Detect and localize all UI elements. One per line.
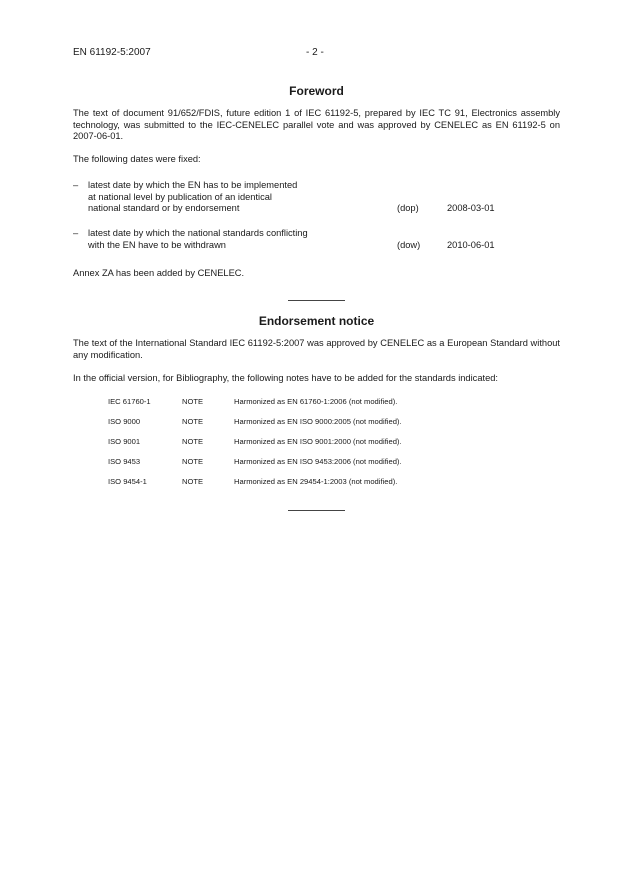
note-text: Harmonized as EN 29454-1:2003 (not modified). xyxy=(234,477,398,486)
note-keyword: NOTE xyxy=(182,417,204,426)
document-id: EN 61192-5:2007 xyxy=(73,47,151,58)
page-number: - 2 - xyxy=(306,47,324,58)
note-text: Harmonized as EN 61760-1:2006 (not modified). xyxy=(234,397,398,406)
note-keyword: NOTE xyxy=(182,477,204,486)
date-item-dop xyxy=(73,180,560,216)
note-keyword: NOTE xyxy=(182,437,204,446)
date-item-line: latest date by which the EN has to be implemented xyxy=(88,180,298,190)
note-standard: ISO 9453 xyxy=(108,457,141,466)
list-dash: – xyxy=(73,180,79,190)
bibliography-intro: In the official version, for Bibliography, the following notes have to be added for the standards indicated: xyxy=(73,373,498,383)
note-row xyxy=(108,477,508,497)
note-row xyxy=(108,417,508,437)
note-standard: ISO 9000 xyxy=(108,417,141,426)
list-dash: – xyxy=(73,228,79,238)
annex-note: Annex ZA has been added by CENELEC. xyxy=(73,268,245,278)
date-abbr: (dow) xyxy=(397,239,421,250)
note-row xyxy=(108,397,508,417)
endorsement-title: Endorsement notice xyxy=(258,314,375,328)
note-row xyxy=(108,437,508,457)
date-item-line: at national level by publication of an identical xyxy=(88,191,272,202)
date-item-dow xyxy=(73,228,560,252)
date-abbr: (dop) xyxy=(397,203,419,213)
note-standard: ISO 9001 xyxy=(108,437,141,446)
foreword-intro: The text of document 91/652/FDIS, future edition 1 of IEC 61192-5, prepared by IEC TC 91, Electronics assembly technology, was submitted to the IEC-CENELEC parallel vote and was approved by CENELEC as EN 61192-5 on 2007-06-01. xyxy=(73,108,560,141)
bibliography-notes xyxy=(108,397,508,497)
note-keyword: NOTE xyxy=(182,457,204,466)
section-divider xyxy=(288,510,345,511)
date-item-line: latest date by which the national standards conflicting xyxy=(88,228,308,238)
section-divider xyxy=(288,300,345,301)
note-row xyxy=(108,457,508,477)
endorsement-text: The text of the International Standard IEC 61192-5:2007 was approved by CENELEC as a European Standard without any modification. xyxy=(73,338,560,360)
note-text: Harmonized as EN ISO 9001:2000 (not modified). xyxy=(234,437,402,446)
note-keyword: NOTE xyxy=(182,397,204,406)
date-value: 2010-06-01 xyxy=(447,239,495,250)
note-text: Harmonized as EN ISO 9000:2005 (not modified). xyxy=(234,417,402,426)
note-standard: ISO 9454-1 xyxy=(108,477,147,486)
foreword-title: Foreword xyxy=(289,84,344,98)
dates-intro: The following dates were fixed: xyxy=(73,154,201,164)
date-item-line: with the EN have to be withdrawn xyxy=(88,239,226,250)
note-text: Harmonized as EN ISO 9453:2006 (not modified). xyxy=(234,457,402,466)
date-item-line: national standard or by endorsement xyxy=(88,203,240,213)
date-value: 2008-03-01 xyxy=(447,203,495,213)
note-standard: IEC 61760-1 xyxy=(108,397,151,406)
